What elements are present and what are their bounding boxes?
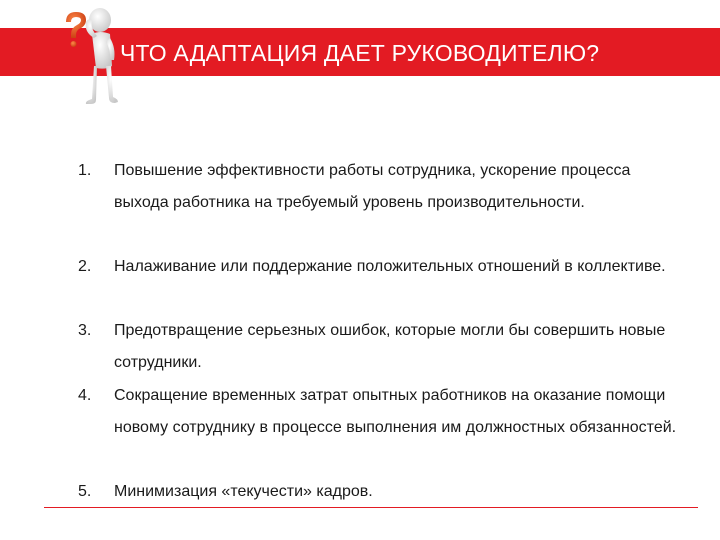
list-text: Повышение эффективности работы сотрудника, ускорение процесса выхода работника на требуемый уровень производительности. [114,162,631,211]
list-text: Предотвращение серьезных ошибок, которые могли бы совершить новые сотрудники. [114,322,666,371]
list-number: 1. [78,162,92,179]
list-number: 2. [78,258,92,275]
list-number: 4. [78,387,92,404]
slide-title: ЧТО АДАПТАЦИЯ ДАЕТ РУКОВОДИТЕЛЮ? [120,40,600,66]
list-number: 3. [78,322,92,339]
question-mark-person-icon [56,0,136,110]
list-text: Налаживание или поддержание положительных отношений в коллективе. [114,258,666,275]
bottom-divider [44,507,698,508]
list-number: 5. [78,483,92,500]
list-text: Сокращение временных затрат опытных работников на оказание помощи новому сотруднику в процессе выполнения им должностных обязанностей. [114,387,677,436]
list-text: Минимизация «текучести» кадров. [114,483,373,500]
